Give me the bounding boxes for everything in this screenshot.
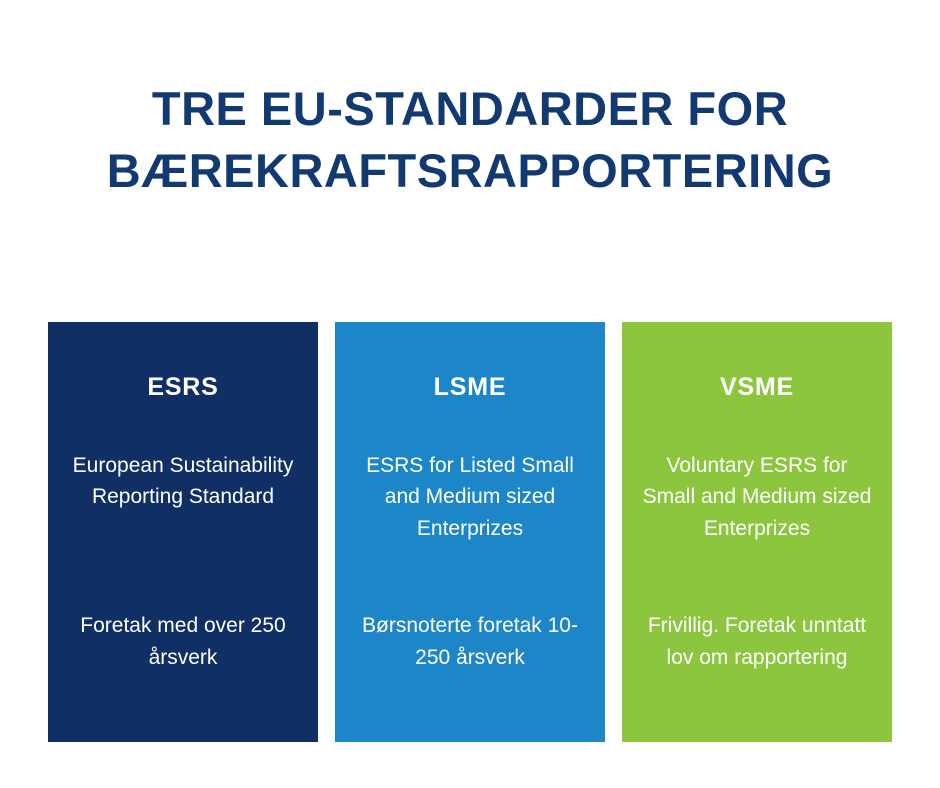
standard-card-esrs — [48, 322, 318, 742]
standard-card-lsme-description: ESRS for Listed Small and Medium sized Enterprizes — [366, 453, 574, 541]
page-title-line-2: BÆREKRAFTSRAPPORTERING — [106, 144, 834, 198]
standard-card-esrs-description: European Sustainability Reporting Standard — [72, 453, 294, 509]
standard-card-esrs-title: ESRS — [147, 373, 219, 401]
standard-card-vsme — [622, 322, 892, 742]
standard-card-lsme-meta: Børsnoterte foretak 10-250 årsverk — [362, 614, 578, 670]
standard-card-lsme-title: LSME — [433, 373, 507, 401]
standard-card-vsme-title: VSME — [719, 373, 795, 401]
standard-card-vsme-description: Voluntary ESRS for Small and Medium sized Enterprizes — [642, 453, 872, 541]
standard-card-lsme — [335, 322, 605, 742]
standard-card-esrs-meta: Foretak med over 250 årsverk — [80, 614, 286, 670]
standards-card-group — [48, 322, 892, 742]
page-title-line-1: TRE EU-STANDARDER FOR — [151, 82, 789, 135]
standard-card-vsme-meta: Frivillig. Foretak unntatt lov om rapportering — [647, 614, 867, 670]
page-title — [0, 78, 940, 202]
